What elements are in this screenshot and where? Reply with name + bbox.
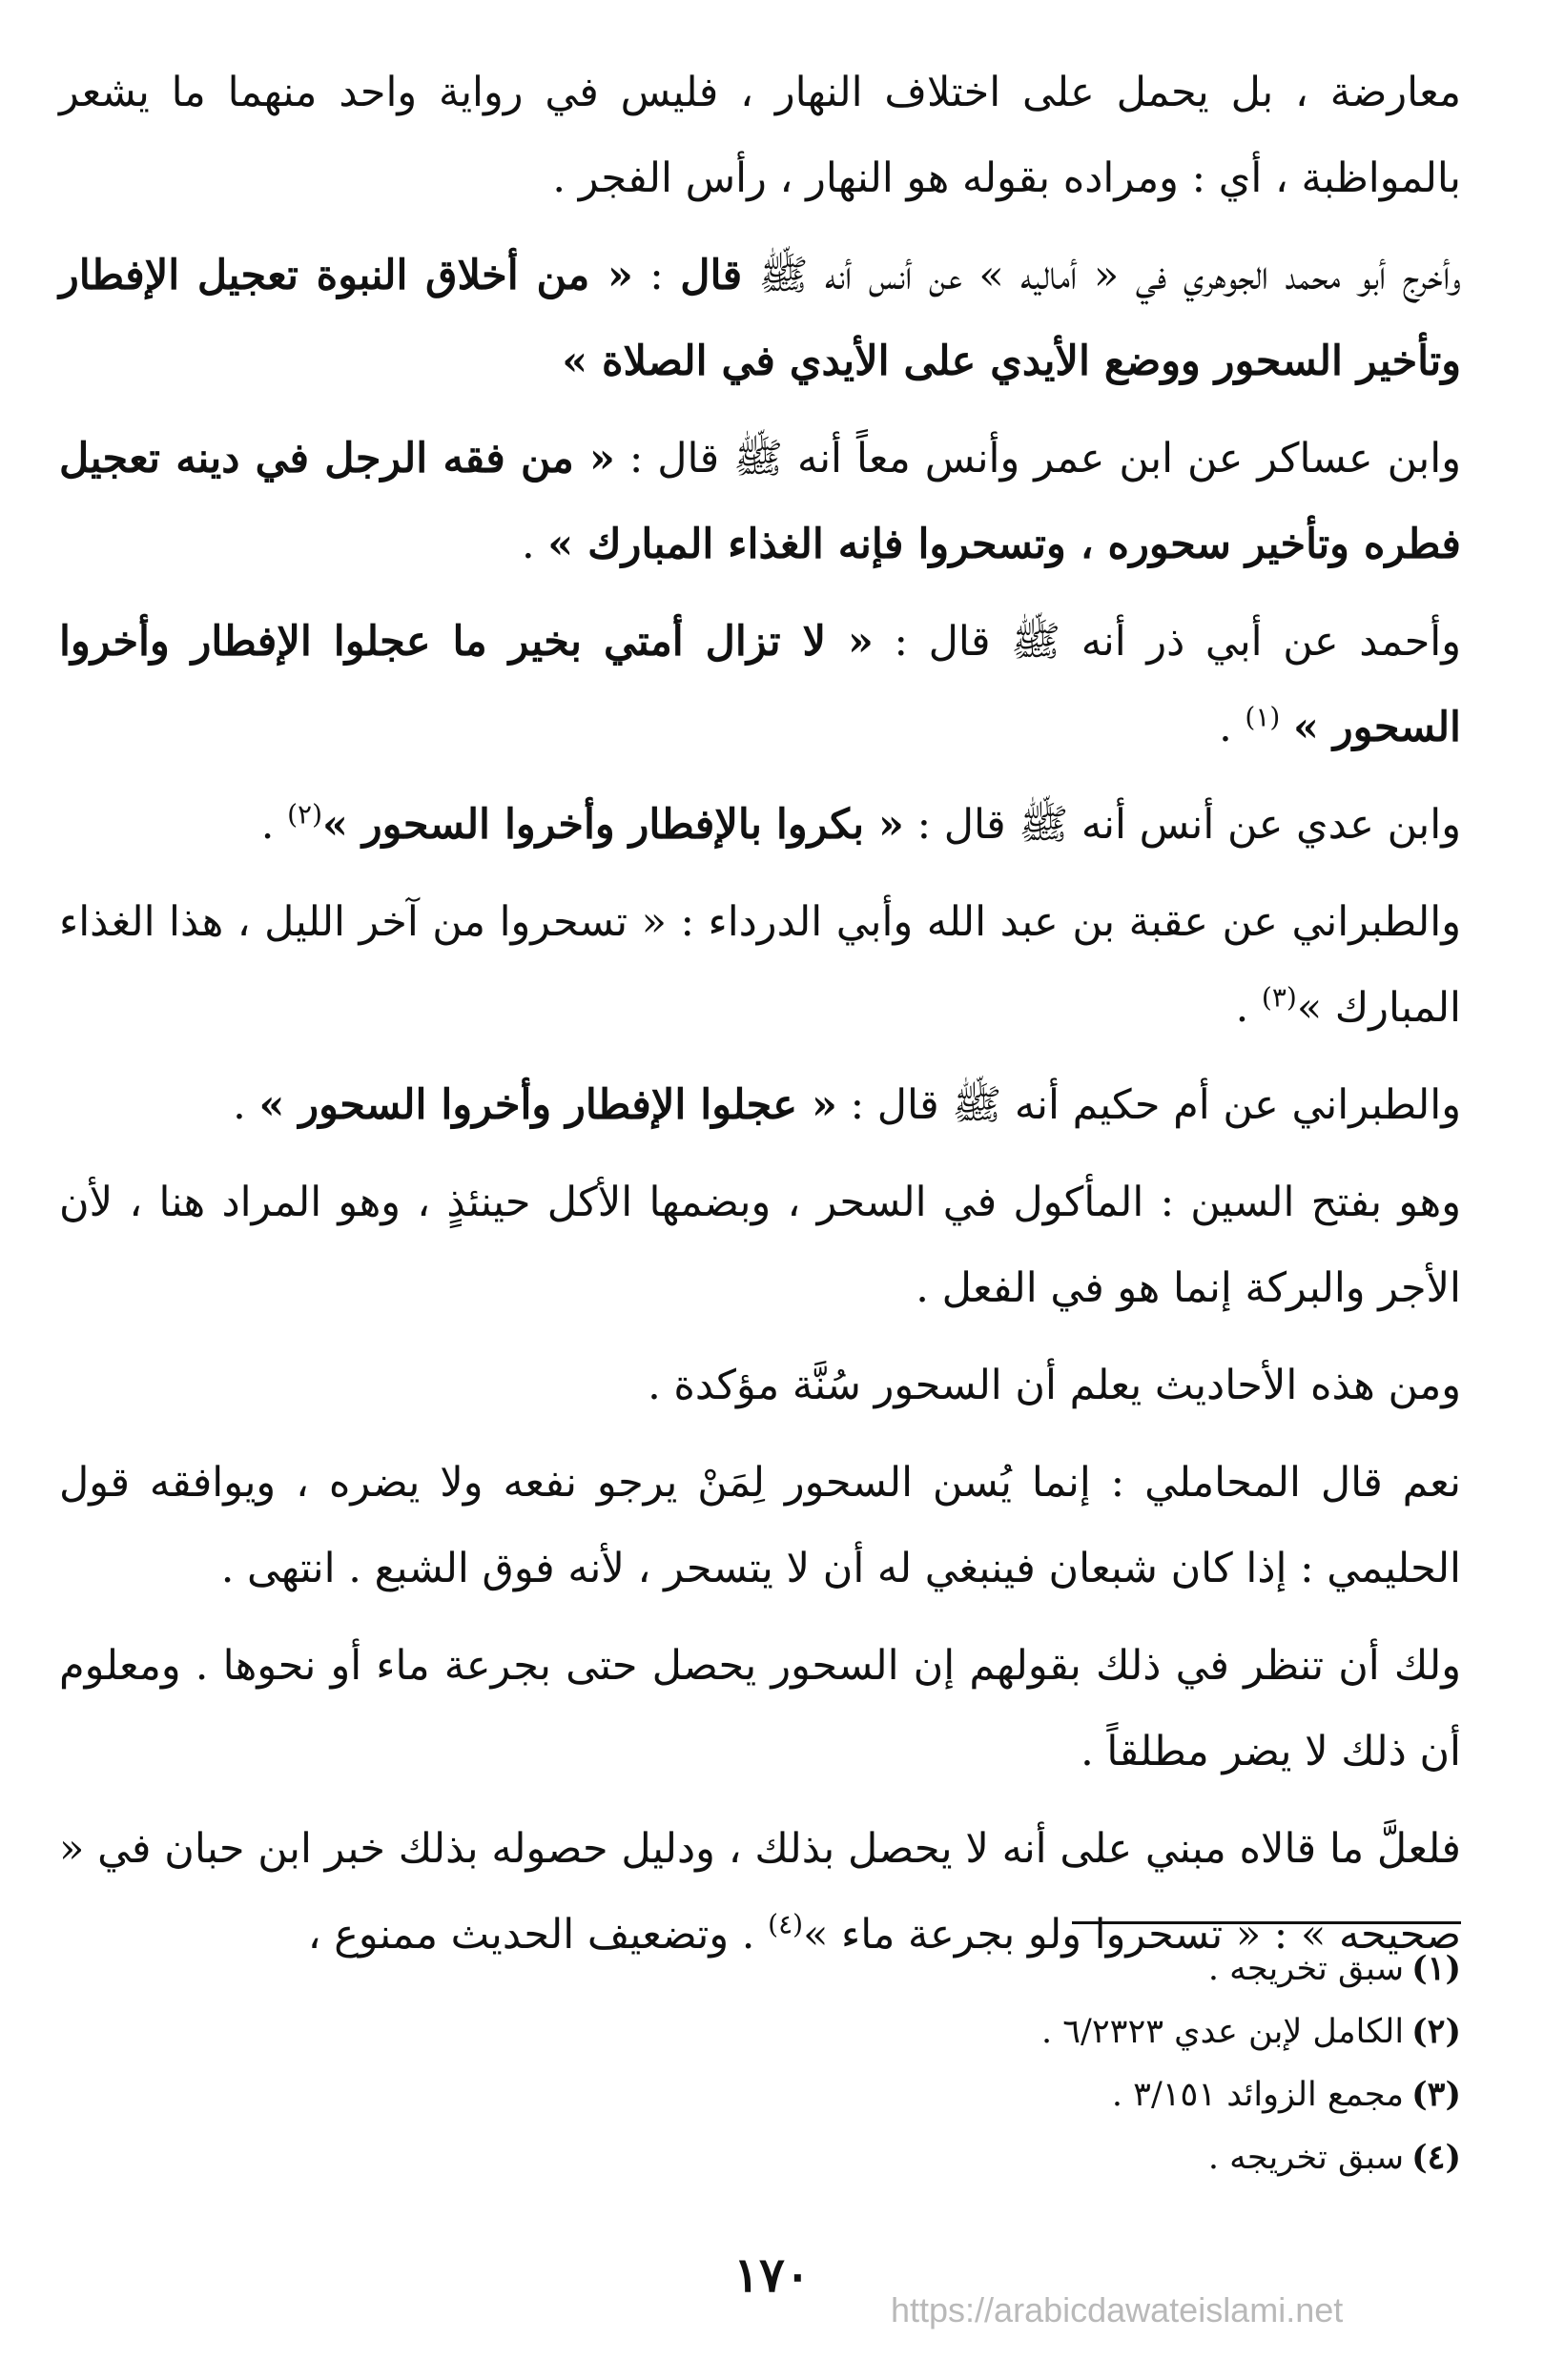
hadith-text: « من أخلاق النبوة تعجيل الإفطار وتأخير السحور ووضع الأيدي على الأيدي في الصلاة » [59, 252, 1461, 385]
paragraph [59, 1440, 1461, 1611]
hadith-text: « بكروا بالإفطار وأخروا السحور » [322, 801, 904, 849]
body-text: . [1219, 704, 1245, 751]
paragraph [59, 1159, 1461, 1331]
footnote-1 [59, 1938, 1461, 2000]
paragraph [59, 50, 1461, 221]
page-number: ١٧٠ [733, 2247, 811, 2303]
body-text: ولك أن تنظر في ذلك بقولهم إن السحور يحصل حتى بجرعة ماء أو نحوها . ومعلوم أن ذلك لا يضر مطلقاً . [59, 1642, 1461, 1775]
body-text: . [521, 521, 548, 568]
body-text: وابن عدي عن أنس أنه ﷺ قال : [903, 801, 1461, 849]
footnote-reference: (٢) [287, 798, 322, 831]
paragraph [59, 599, 1461, 770]
body-text: : [632, 252, 681, 299]
body-text: وهو بفتح السين : المأكول في السحر ، وبضمها الأكل حينئذٍ ، وهو المراد هنا ، لأن الأجر والبركة إنما هو في الفعل . [59, 1179, 1461, 1312]
body-text: . وتضعيف الحديث ممنوع ، [307, 1911, 769, 1959]
footnote-text: سبق تخريجه . [1207, 1950, 1405, 1988]
footnote-number: (٤) [1411, 2138, 1461, 2177]
paragraph [59, 782, 1461, 868]
body-text [1280, 704, 1293, 751]
body-text: وابن عساكر عن ابن عمر وأنس معاً أنه ﷺ قال : [614, 435, 1461, 482]
body-text: نعم قال المحاملي : إنما يُسن السحور لِمَنْ يرجو نفعه ولا يضره ، ويوافقه قول الحليمي : إذا كان شبعان فينبغي له أن لا يتسحر ، لأنه فوق الشبع . انتهى . [59, 1459, 1461, 1592]
watermark-url: https://arabicdawateislami.net [891, 2290, 1344, 2329]
footnote-reference: (١) [1245, 701, 1281, 733]
body-text: . [260, 801, 288, 849]
hadith-text: قال [680, 252, 743, 299]
paragraph [59, 1062, 1461, 1148]
footnote-text: سبق تخريجه . [1207, 2139, 1405, 2177]
footnote-divider [1072, 1921, 1461, 1924]
body-text: ومن هذه الأحاديث يعلم أن السحور سُنَّة مؤكدة . [648, 1362, 1461, 1409]
footnote-3 [59, 2063, 1461, 2126]
footnote-reference: (٤) [768, 1908, 804, 1940]
footnote-reference: (٣) [1261, 981, 1297, 1014]
footnote-number: (٢) [1411, 2012, 1461, 2051]
body-text: والطبراني عن عقبة بن عبد الله وأبي الدرداء : « تسحروا من آخر الليل ، هذا الغذاء المبارك » [59, 898, 1461, 1032]
hadith-text: « من فقه الرجل في دينه تعجيل فطره وتأخير سحوره ، وتسحروا فإنه الغذاء المبارك » [59, 435, 1461, 568]
body-text: . [233, 1081, 259, 1129]
page-body [59, 50, 1461, 1989]
paragraph [59, 233, 1461, 404]
paragraph [59, 879, 1461, 1051]
footnote-2 [59, 2000, 1461, 2063]
body-text: وأحمد عن أبي ذر أنه ﷺ قال : [873, 618, 1461, 666]
paragraph [59, 1623, 1461, 1795]
footnotes [59, 1921, 1461, 2189]
body-text: والطبراني عن أم حكيم أنه ﷺ قال : [836, 1081, 1461, 1129]
hadith-text: « عجلوا الإفطار وأخروا السحور » [258, 1081, 837, 1129]
body-text: فلعلَّ ما قالاه مبني على أنه لا يحصل بذلك ، ودليل حصوله بذلك خبر ابن حبان في « صحيحه » : « تسحروا ولو بجرعة ماء » [59, 1825, 1461, 1959]
footnote-text: مجمع الزوائد ٣/١٥١ . [1111, 2076, 1405, 2114]
body-text: . [1235, 984, 1262, 1032]
body-text: معارضة ، بل يحمل على اختلاف النهار ، فليس في رواية واحد منهما ما يشعر بالمواظبة ، أي : ومراده بقوله هو النهار ، رأس الفجر . [59, 69, 1461, 202]
hadith-text: « لا تزال أمتي بخير ما عجلوا الإفطار وأخروا السحور » [59, 618, 1461, 751]
paragraph [59, 416, 1461, 587]
body-text: وأخرج أبو محمد الجوهري في « أماليه » عن أنس أنه ﷺ [742, 252, 1462, 299]
footnote-number: (٣) [1411, 2075, 1461, 2114]
footnote-number: (١) [1411, 1949, 1461, 1988]
footnote-4 [59, 2126, 1461, 2189]
paragraph [59, 1343, 1461, 1428]
footnote-text: الكامل لإبن عدي ٦/٢٣٢٣ . [1040, 2013, 1405, 2051]
